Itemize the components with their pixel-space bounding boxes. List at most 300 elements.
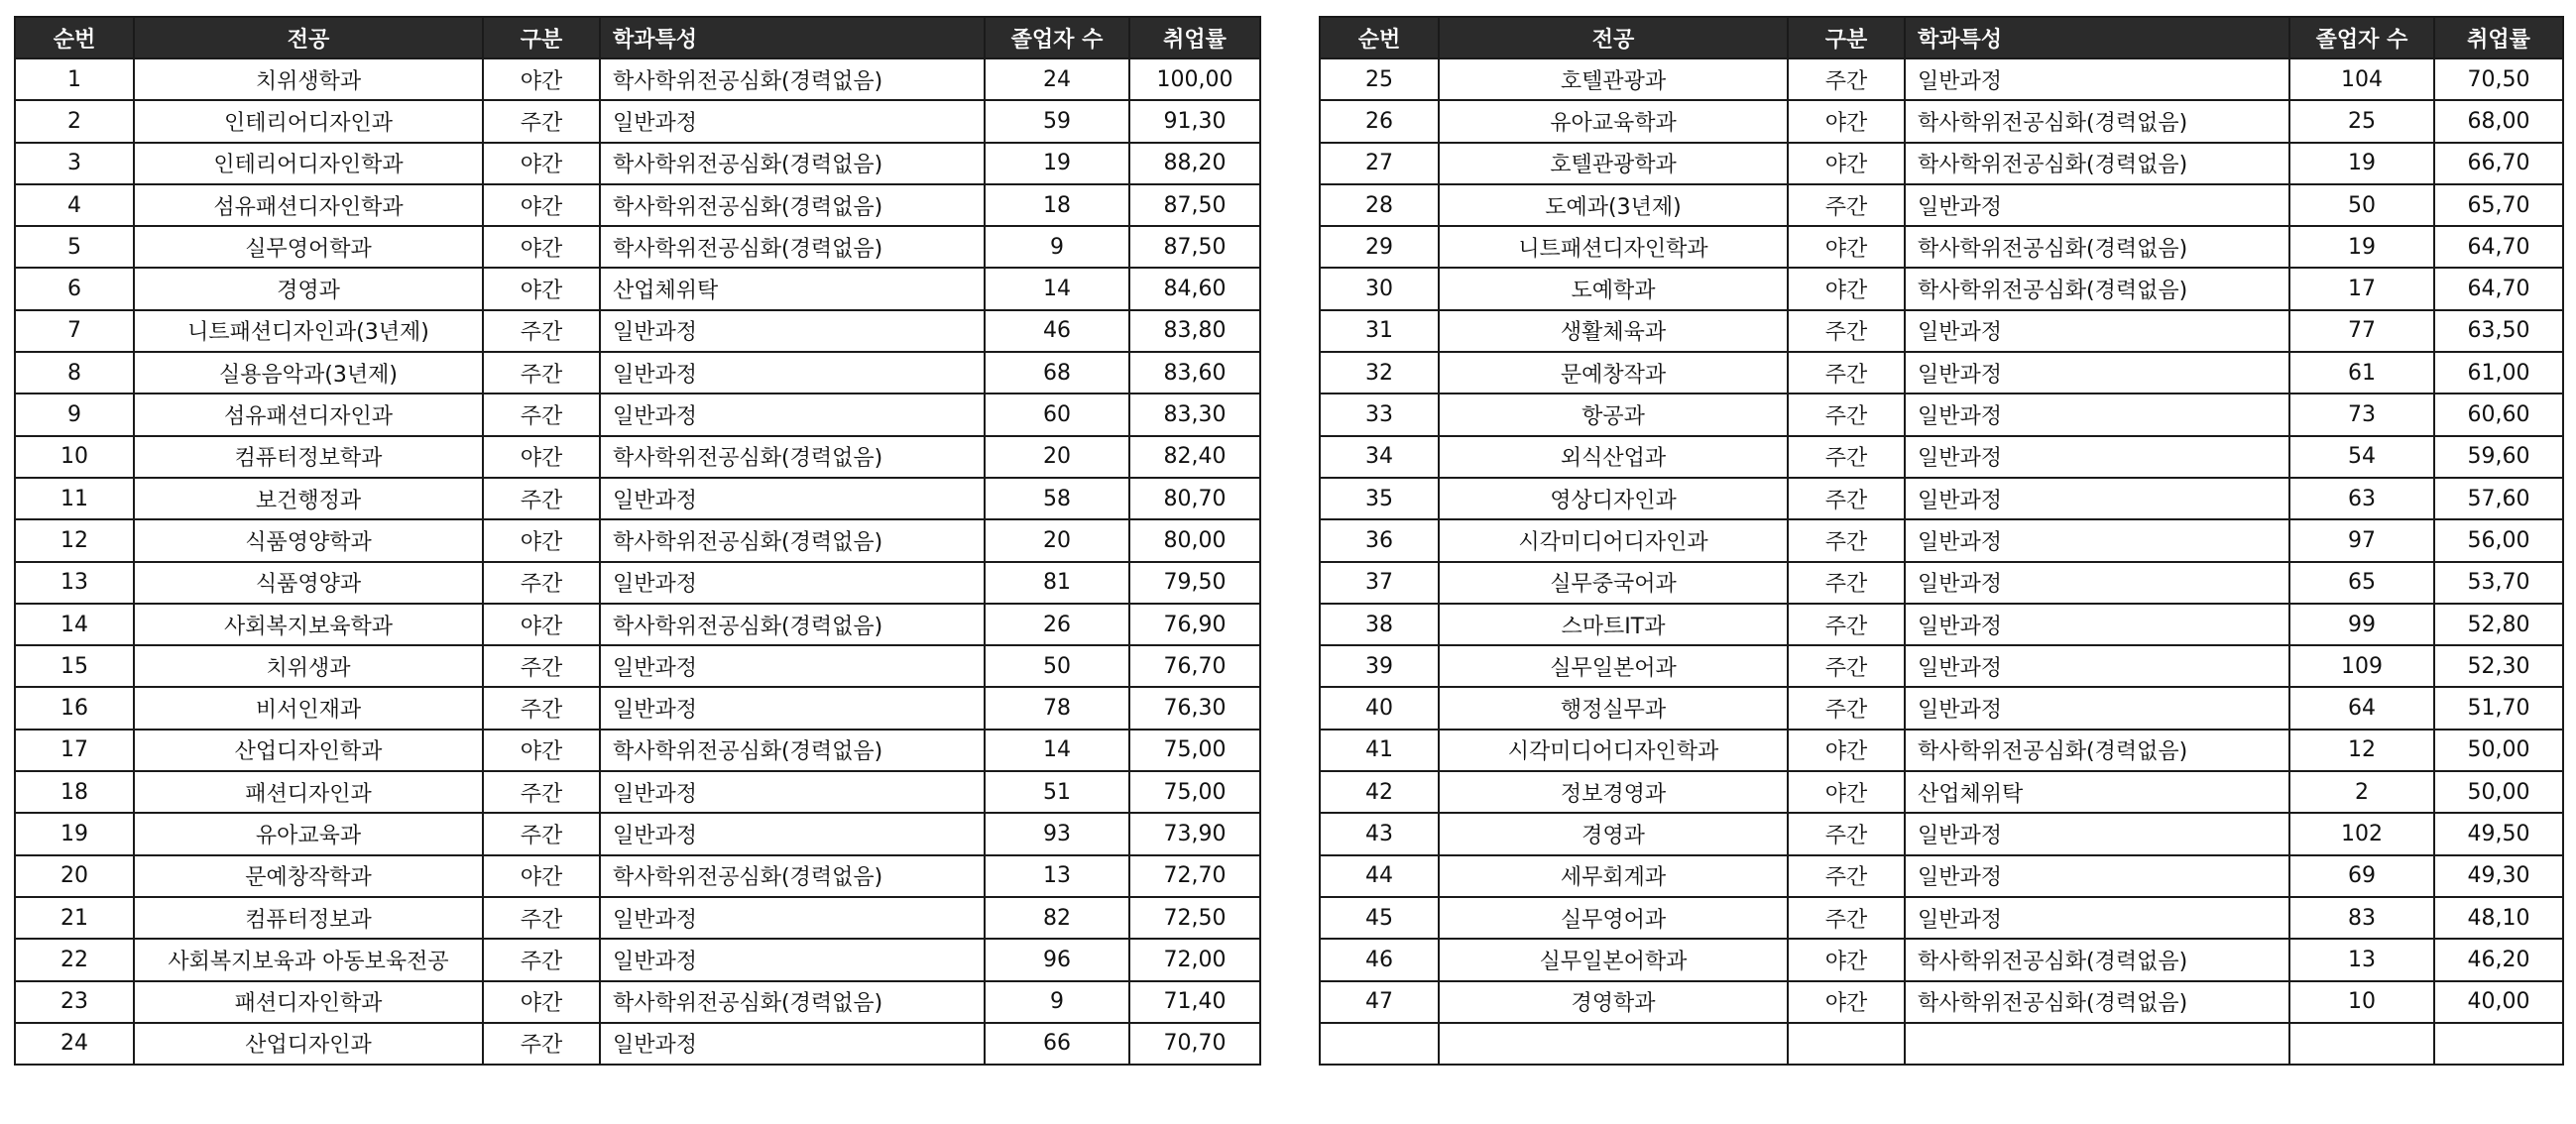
cell-major: 니트패션디자인과(3년제) bbox=[134, 310, 483, 352]
cell-major: 비서인재과 bbox=[134, 687, 483, 729]
cell-graduates: 10 bbox=[2289, 981, 2434, 1023]
cell-major: 정보경영과 bbox=[1439, 771, 1788, 813]
cell-graduates: 9 bbox=[985, 226, 1129, 268]
cell-feature: 일반과정 bbox=[600, 897, 985, 939]
cell-no: 47 bbox=[1320, 981, 1439, 1023]
cell-graduates: 46 bbox=[985, 310, 1129, 352]
cell-type: 주간 bbox=[1788, 687, 1905, 729]
table-row bbox=[1320, 226, 2563, 268]
cell-major bbox=[1439, 1023, 1788, 1065]
cell-employment-rate: 75,00 bbox=[1129, 771, 1260, 813]
cell-type: 주간 bbox=[1788, 604, 1905, 645]
cell-feature: 학사학위전공심화(경력없음) bbox=[600, 519, 985, 561]
cell-employment-rate: 64,70 bbox=[2434, 226, 2563, 268]
cell-no: 20 bbox=[15, 855, 134, 897]
cell-major: 컴퓨터정보과 bbox=[134, 897, 483, 939]
cell-no: 22 bbox=[15, 939, 134, 980]
cell-no: 8 bbox=[15, 352, 134, 393]
cell-type: 주간 bbox=[1788, 352, 1905, 393]
cell-employment-rate: 49,50 bbox=[2434, 813, 2563, 854]
cell-feature: 학사학위전공심화(경력없음) bbox=[600, 58, 985, 100]
cell-major: 실무일본어학과 bbox=[1439, 939, 1788, 980]
cell-graduates: 12 bbox=[2289, 730, 2434, 771]
cell-major: 세무회계과 bbox=[1439, 855, 1788, 897]
cell-type: 주간 bbox=[1788, 184, 1905, 226]
cell-feature: 일반과정 bbox=[600, 939, 985, 980]
cell-feature: 일반과정 bbox=[1905, 436, 2289, 478]
cell-feature: 일반과정 bbox=[600, 393, 985, 435]
table-row bbox=[15, 436, 1260, 478]
cell-major: 행정실무과 bbox=[1439, 687, 1788, 729]
table-row bbox=[1320, 645, 2563, 687]
cell-type: 주간 bbox=[1788, 519, 1905, 561]
cell-no: 39 bbox=[1320, 645, 1439, 687]
cell-employment-rate: 57,60 bbox=[2434, 478, 2563, 519]
cell-employment-rate: 72,00 bbox=[1129, 939, 1260, 980]
cell-employment-rate: 70,70 bbox=[1129, 1023, 1260, 1065]
cell-feature: 일반과정 bbox=[1905, 519, 2289, 561]
cell-type: 야간 bbox=[483, 58, 600, 100]
table-row bbox=[15, 100, 1260, 142]
cell-employment-rate: 71,40 bbox=[1129, 981, 1260, 1023]
cell-type bbox=[1788, 1023, 1905, 1065]
cell-no: 26 bbox=[1320, 100, 1439, 142]
cell-no: 4 bbox=[15, 184, 134, 226]
cell-major: 실무영어학과 bbox=[134, 226, 483, 268]
table-row bbox=[1320, 143, 2563, 184]
cell-major: 섬유패션디자인과 bbox=[134, 393, 483, 435]
cell-graduates: 65 bbox=[2289, 562, 2434, 604]
cell-type: 야간 bbox=[1788, 771, 1905, 813]
cell-type: 야간 bbox=[483, 981, 600, 1023]
cell-employment-rate: 65,70 bbox=[2434, 184, 2563, 226]
cell-feature: 일반과정 bbox=[600, 310, 985, 352]
cell-feature: 학사학위전공심화(경력없음) bbox=[1905, 143, 2289, 184]
cell-no bbox=[1320, 1023, 1439, 1065]
cell-graduates: 61 bbox=[2289, 352, 2434, 393]
header-type: 구분 bbox=[483, 17, 600, 58]
header-no: 순번 bbox=[1320, 17, 1439, 58]
cell-no: 1 bbox=[15, 58, 134, 100]
cell-feature: 학사학위전공심화(경력없음) bbox=[1905, 268, 2289, 309]
cell-feature: 일반과정 bbox=[600, 478, 985, 519]
cell-graduates: 14 bbox=[985, 268, 1129, 309]
cell-graduates: 97 bbox=[2289, 519, 2434, 561]
cell-type: 야간 bbox=[483, 436, 600, 478]
cell-no: 21 bbox=[15, 897, 134, 939]
cell-feature: 학사학위전공심화(경력없음) bbox=[600, 184, 985, 226]
table-row bbox=[1320, 436, 2563, 478]
cell-no: 14 bbox=[15, 604, 134, 645]
cell-graduates: 26 bbox=[985, 604, 1129, 645]
cell-feature: 일반과정 bbox=[600, 100, 985, 142]
cell-graduates: 50 bbox=[985, 645, 1129, 687]
cell-type: 주간 bbox=[1788, 897, 1905, 939]
cell-major: 사회복지보육과 아동보육전공 bbox=[134, 939, 483, 980]
cell-graduates: 63 bbox=[2289, 478, 2434, 519]
cell-employment-rate: 49,30 bbox=[2434, 855, 2563, 897]
cell-feature: 일반과정 bbox=[1905, 562, 2289, 604]
table-row bbox=[15, 393, 1260, 435]
cell-employment-rate: 76,90 bbox=[1129, 604, 1260, 645]
cell-major: 패션디자인과 bbox=[134, 771, 483, 813]
table-row bbox=[15, 143, 1260, 184]
cell-graduates: 73 bbox=[2289, 393, 2434, 435]
cell-employment-rate: 75,00 bbox=[1129, 730, 1260, 771]
cell-feature: 일반과정 bbox=[600, 771, 985, 813]
cell-major: 호텔관광학과 bbox=[1439, 143, 1788, 184]
cell-no: 16 bbox=[15, 687, 134, 729]
cell-graduates: 24 bbox=[985, 58, 1129, 100]
header-feature: 학과특성 bbox=[1905, 17, 2289, 58]
cell-major: 패션디자인학과 bbox=[134, 981, 483, 1023]
cell-type: 야간 bbox=[483, 226, 600, 268]
table-row bbox=[15, 730, 1260, 771]
cell-employment-rate: 83,60 bbox=[1129, 352, 1260, 393]
cell-major: 섬유패션디자인학과 bbox=[134, 184, 483, 226]
cell-type: 주간 bbox=[483, 939, 600, 980]
cell-feature: 학사학위전공심화(경력없음) bbox=[1905, 100, 2289, 142]
table-row bbox=[1320, 478, 2563, 519]
cell-feature: 산업체위탁 bbox=[600, 268, 985, 309]
table-row bbox=[15, 310, 1260, 352]
cell-type: 야간 bbox=[483, 184, 600, 226]
cell-type: 주간 bbox=[1788, 813, 1905, 854]
cell-type: 주간 bbox=[483, 771, 600, 813]
cell-major: 산업디자인학과 bbox=[134, 730, 483, 771]
cell-employment-rate: 72,50 bbox=[1129, 897, 1260, 939]
cell-feature: 일반과정 bbox=[1905, 645, 2289, 687]
table-row bbox=[15, 226, 1260, 268]
table-row bbox=[15, 813, 1260, 854]
cell-major: 인테리어디자인과 bbox=[134, 100, 483, 142]
cell-type: 주간 bbox=[483, 100, 600, 142]
cell-employment-rate: 50,00 bbox=[2434, 771, 2563, 813]
cell-no: 43 bbox=[1320, 813, 1439, 854]
cell-major: 문예창작학과 bbox=[134, 855, 483, 897]
cell-no: 23 bbox=[15, 981, 134, 1023]
cell-employment-rate: 40,00 bbox=[2434, 981, 2563, 1023]
cell-type: 야간 bbox=[1788, 100, 1905, 142]
cell-type: 주간 bbox=[483, 562, 600, 604]
cell-feature: 일반과정 bbox=[1905, 687, 2289, 729]
cell-type: 야간 bbox=[1788, 143, 1905, 184]
header-no: 순번 bbox=[15, 17, 134, 58]
cell-major: 사회복지보육학과 bbox=[134, 604, 483, 645]
cell-type: 주간 bbox=[483, 393, 600, 435]
cell-no: 32 bbox=[1320, 352, 1439, 393]
cell-feature: 일반과정 bbox=[600, 813, 985, 854]
table-row bbox=[1320, 352, 2563, 393]
cell-no: 44 bbox=[1320, 855, 1439, 897]
cell-employment-rate: 83,30 bbox=[1129, 393, 1260, 435]
cell-type: 주간 bbox=[483, 352, 600, 393]
cell-major: 경영학과 bbox=[1439, 981, 1788, 1023]
cell-employment-rate: 61,00 bbox=[2434, 352, 2563, 393]
cell-type: 주간 bbox=[1788, 645, 1905, 687]
cell-graduates: 93 bbox=[985, 813, 1129, 854]
cell-type: 주간 bbox=[1788, 436, 1905, 478]
cell-major: 도예과(3년제) bbox=[1439, 184, 1788, 226]
cell-major: 외식산업과 bbox=[1439, 436, 1788, 478]
cell-graduates: 20 bbox=[985, 519, 1129, 561]
cell-feature: 일반과정 bbox=[1905, 393, 2289, 435]
cell-no: 11 bbox=[15, 478, 134, 519]
cell-employment-rate: 88,20 bbox=[1129, 143, 1260, 184]
cell-employment-rate: 72,70 bbox=[1129, 855, 1260, 897]
table-row bbox=[15, 939, 1260, 980]
cell-major: 산업디자인과 bbox=[134, 1023, 483, 1065]
table-row bbox=[1320, 184, 2563, 226]
cell-graduates: 51 bbox=[985, 771, 1129, 813]
cell-employment-rate: 80,00 bbox=[1129, 519, 1260, 561]
cell-feature: 일반과정 bbox=[600, 562, 985, 604]
table-row bbox=[1320, 687, 2563, 729]
cell-major: 식품영양과 bbox=[134, 562, 483, 604]
cell-no: 40 bbox=[1320, 687, 1439, 729]
cell-no: 38 bbox=[1320, 604, 1439, 645]
cell-feature: 일반과정 bbox=[1905, 478, 2289, 519]
cell-no: 9 bbox=[15, 393, 134, 435]
cell-employment-rate: 80,70 bbox=[1129, 478, 1260, 519]
cell-graduates: 19 bbox=[2289, 143, 2434, 184]
cell-type: 주간 bbox=[483, 310, 600, 352]
cell-feature: 학사학위전공심화(경력없음) bbox=[600, 143, 985, 184]
cell-feature: 학사학위전공심화(경력없음) bbox=[1905, 981, 2289, 1023]
cell-graduates: 14 bbox=[985, 730, 1129, 771]
cell-type: 야간 bbox=[1788, 226, 1905, 268]
cell-no: 25 bbox=[1320, 58, 1439, 100]
cell-graduates bbox=[2289, 1023, 2434, 1065]
cell-no: 19 bbox=[15, 813, 134, 854]
cell-feature: 일반과정 bbox=[1905, 813, 2289, 854]
employment-table-right bbox=[1319, 16, 2564, 1066]
cell-no: 41 bbox=[1320, 730, 1439, 771]
cell-feature: 학사학위전공심화(경력없음) bbox=[600, 604, 985, 645]
cell-type: 주간 bbox=[1788, 393, 1905, 435]
employment-table-left bbox=[14, 16, 1261, 1066]
table-row bbox=[15, 771, 1260, 813]
cell-graduates: 17 bbox=[2289, 268, 2434, 309]
cell-feature: 일반과정 bbox=[1905, 352, 2289, 393]
table-row bbox=[1320, 939, 2563, 980]
cell-graduates: 104 bbox=[2289, 58, 2434, 100]
cell-employment-rate: 73,90 bbox=[1129, 813, 1260, 854]
header-type: 구분 bbox=[1788, 17, 1905, 58]
cell-feature: 일반과정 bbox=[1905, 184, 2289, 226]
cell-major: 시각미디어디자인학과 bbox=[1439, 730, 1788, 771]
cell-no: 10 bbox=[15, 436, 134, 478]
cell-employment-rate: 52,30 bbox=[2434, 645, 2563, 687]
cell-feature: 일반과정 bbox=[1905, 897, 2289, 939]
cell-type: 주간 bbox=[483, 897, 600, 939]
cell-type: 주간 bbox=[483, 687, 600, 729]
table-row bbox=[15, 184, 1260, 226]
header-employment-rate: 취업률 bbox=[2434, 17, 2563, 58]
cell-no: 5 bbox=[15, 226, 134, 268]
cell-employment-rate bbox=[2434, 1023, 2563, 1065]
table-row bbox=[1320, 1023, 2563, 1065]
table-row bbox=[15, 897, 1260, 939]
cell-major: 실용음악과(3년제) bbox=[134, 352, 483, 393]
table-row bbox=[15, 352, 1260, 393]
table-row bbox=[1320, 813, 2563, 854]
cell-graduates: 102 bbox=[2289, 813, 2434, 854]
cell-type: 주간 bbox=[483, 813, 600, 854]
cell-major: 항공과 bbox=[1439, 393, 1788, 435]
cell-no: 46 bbox=[1320, 939, 1439, 980]
table-row bbox=[15, 58, 1260, 100]
header-graduates: 졸업자 수 bbox=[2289, 17, 2434, 58]
cell-employment-rate: 52,80 bbox=[2434, 604, 2563, 645]
cell-feature: 학사학위전공심화(경력없음) bbox=[1905, 939, 2289, 980]
cell-graduates: 2 bbox=[2289, 771, 2434, 813]
table-row bbox=[1320, 730, 2563, 771]
cell-major: 호텔관광과 bbox=[1439, 58, 1788, 100]
cell-employment-rate: 84,60 bbox=[1129, 268, 1260, 309]
cell-employment-rate: 66,70 bbox=[2434, 143, 2563, 184]
cell-no: 36 bbox=[1320, 519, 1439, 561]
cell-employment-rate: 76,70 bbox=[1129, 645, 1260, 687]
cell-no: 13 bbox=[15, 562, 134, 604]
cell-employment-rate: 79,50 bbox=[1129, 562, 1260, 604]
cell-type: 야간 bbox=[1788, 981, 1905, 1023]
cell-employment-rate: 59,60 bbox=[2434, 436, 2563, 478]
cell-feature: 일반과정 bbox=[1905, 604, 2289, 645]
cell-major: 보건행정과 bbox=[134, 478, 483, 519]
cell-graduates: 13 bbox=[2289, 939, 2434, 980]
table-row bbox=[15, 981, 1260, 1023]
table-row bbox=[15, 855, 1260, 897]
table-row bbox=[1320, 268, 2563, 309]
cell-type: 야간 bbox=[483, 143, 600, 184]
cell-type: 야간 bbox=[1788, 939, 1905, 980]
cell-graduates: 78 bbox=[985, 687, 1129, 729]
cell-no: 6 bbox=[15, 268, 134, 309]
cell-employment-rate: 70,50 bbox=[2434, 58, 2563, 100]
cell-graduates: 20 bbox=[985, 436, 1129, 478]
cell-graduates: 68 bbox=[985, 352, 1129, 393]
cell-feature: 일반과정 bbox=[600, 1023, 985, 1065]
cell-major: 문예창작과 bbox=[1439, 352, 1788, 393]
cell-employment-rate: 60,60 bbox=[2434, 393, 2563, 435]
cell-feature: 일반과정 bbox=[600, 645, 985, 687]
cell-major: 니트패션디자인학과 bbox=[1439, 226, 1788, 268]
cell-feature: 일반과정 bbox=[1905, 58, 2289, 100]
cell-type: 야간 bbox=[1788, 730, 1905, 771]
cell-type: 주간 bbox=[1788, 562, 1905, 604]
cell-employment-rate: 56,00 bbox=[2434, 519, 2563, 561]
cell-feature: 학사학위전공심화(경력없음) bbox=[1905, 226, 2289, 268]
cell-no: 33 bbox=[1320, 393, 1439, 435]
cell-major: 식품영양학과 bbox=[134, 519, 483, 561]
cell-no: 2 bbox=[15, 100, 134, 142]
cell-no: 35 bbox=[1320, 478, 1439, 519]
cell-type: 야간 bbox=[483, 519, 600, 561]
header-major: 전공 bbox=[1439, 17, 1788, 58]
cell-major: 스마트IT과 bbox=[1439, 604, 1788, 645]
cell-feature: 일반과정 bbox=[600, 687, 985, 729]
table-header bbox=[1320, 17, 2563, 58]
cell-graduates: 18 bbox=[985, 184, 1129, 226]
table-row bbox=[1320, 604, 2563, 645]
table-row bbox=[1320, 393, 2563, 435]
table-row bbox=[15, 562, 1260, 604]
cell-feature: 학사학위전공심화(경력없음) bbox=[600, 981, 985, 1023]
cell-graduates: 60 bbox=[985, 393, 1129, 435]
cell-major: 인테리어디자인학과 bbox=[134, 143, 483, 184]
cell-feature: 일반과정 bbox=[600, 352, 985, 393]
cell-type: 야간 bbox=[483, 604, 600, 645]
table-row bbox=[15, 645, 1260, 687]
cell-graduates: 66 bbox=[985, 1023, 1129, 1065]
cell-employment-rate: 83,80 bbox=[1129, 310, 1260, 352]
cell-employment-rate: 53,70 bbox=[2434, 562, 2563, 604]
cell-no: 29 bbox=[1320, 226, 1439, 268]
cell-type: 주간 bbox=[483, 478, 600, 519]
cell-employment-rate: 50,00 bbox=[2434, 730, 2563, 771]
cell-graduates: 19 bbox=[985, 143, 1129, 184]
cell-major: 영상디자인과 bbox=[1439, 478, 1788, 519]
cell-graduates: 13 bbox=[985, 855, 1129, 897]
header-feature: 학과특성 bbox=[600, 17, 985, 58]
cell-no: 34 bbox=[1320, 436, 1439, 478]
cell-major: 유아교육학과 bbox=[1439, 100, 1788, 142]
table-row bbox=[1320, 58, 2563, 100]
table-row bbox=[15, 519, 1260, 561]
cell-employment-rate: 87,50 bbox=[1129, 226, 1260, 268]
cell-type: 야간 bbox=[483, 730, 600, 771]
cell-feature: 학사학위전공심화(경력없음) bbox=[600, 730, 985, 771]
cell-no: 12 bbox=[15, 519, 134, 561]
cell-no: 24 bbox=[15, 1023, 134, 1065]
cell-no: 18 bbox=[15, 771, 134, 813]
cell-employment-rate: 63,50 bbox=[2434, 310, 2563, 352]
cell-employment-rate: 82,40 bbox=[1129, 436, 1260, 478]
cell-no: 3 bbox=[15, 143, 134, 184]
cell-graduates: 99 bbox=[2289, 604, 2434, 645]
cell-graduates: 82 bbox=[985, 897, 1129, 939]
cell-employment-rate: 48,10 bbox=[2434, 897, 2563, 939]
cell-graduates: 96 bbox=[985, 939, 1129, 980]
cell-feature: 학사학위전공심화(경력없음) bbox=[1905, 730, 2289, 771]
cell-feature bbox=[1905, 1023, 2289, 1065]
table-row bbox=[1320, 771, 2563, 813]
cell-no: 7 bbox=[15, 310, 134, 352]
cell-graduates: 81 bbox=[985, 562, 1129, 604]
table-row bbox=[1320, 519, 2563, 561]
table-row bbox=[1320, 855, 2563, 897]
cell-major: 경영과 bbox=[1439, 813, 1788, 854]
cell-type: 야간 bbox=[1788, 268, 1905, 309]
cell-graduates: 109 bbox=[2289, 645, 2434, 687]
table-row bbox=[15, 604, 1260, 645]
table-row bbox=[15, 478, 1260, 519]
cell-major: 경영과 bbox=[134, 268, 483, 309]
cell-major: 유아교육과 bbox=[134, 813, 483, 854]
table-row bbox=[15, 268, 1260, 309]
table-row bbox=[15, 1023, 1260, 1065]
table-row bbox=[1320, 100, 2563, 142]
cell-type: 주간 bbox=[1788, 58, 1905, 100]
cell-feature: 학사학위전공심화(경력없음) bbox=[600, 436, 985, 478]
table-row bbox=[15, 687, 1260, 729]
cell-no: 28 bbox=[1320, 184, 1439, 226]
cell-employment-rate: 46,20 bbox=[2434, 939, 2563, 980]
cell-major: 시각미디어디자인과 bbox=[1439, 519, 1788, 561]
cell-employment-rate: 51,70 bbox=[2434, 687, 2563, 729]
cell-major: 치위생학과 bbox=[134, 58, 483, 100]
